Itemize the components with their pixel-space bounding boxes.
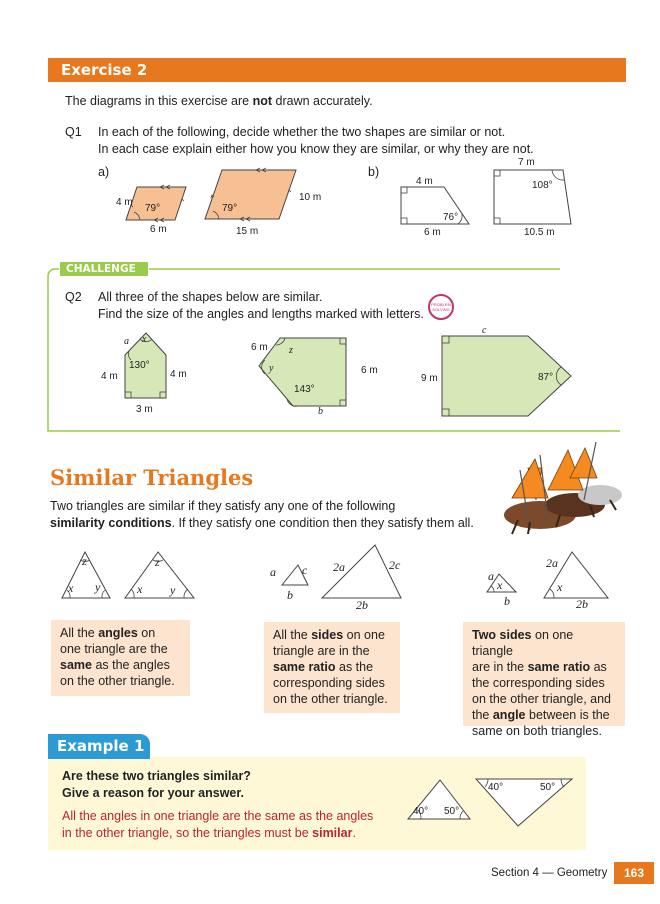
t3-2a: 2a <box>546 556 558 570</box>
t1-y1: y <box>95 580 101 594</box>
box3-line4: on the other triangle, and <box>472 692 611 706</box>
q2-line1: All three of the shapes below are similar. <box>98 290 323 304</box>
example-q2: Give a reason for your answer. <box>62 786 245 800</box>
shape1-angle: 130° <box>129 360 150 371</box>
box1-l3b: as the angles <box>91 658 170 672</box>
t2-c: c <box>302 563 308 577</box>
box2-line5: on the other triangle. <box>273 692 388 706</box>
box3-l2b: same ratio <box>527 660 591 674</box>
t2-2b: 2b <box>356 598 368 612</box>
example-a2-bold: similar <box>312 826 353 840</box>
shape1-a: a <box>124 336 129 347</box>
box3-line3: the corresponding sides <box>472 676 605 690</box>
box1-line2: one triangle are the <box>60 642 168 656</box>
shape2-right: 6 m <box>361 365 378 376</box>
box1-l1b: angles <box>98 626 138 640</box>
exercise-title: Exercise 2 <box>61 61 148 79</box>
q1a-angle2: 79° <box>222 203 238 214</box>
example-title: Example 1 <box>57 737 145 755</box>
q1-number: Q1 <box>65 125 82 139</box>
intro-bold: not <box>252 94 273 108</box>
box2-l3b: as the <box>335 660 374 674</box>
example-q1: Are these two triangles similar? <box>62 769 251 783</box>
shape1-x: x <box>142 334 147 345</box>
t1-x1: x <box>68 581 74 595</box>
box3-line6: same on both triangles. <box>472 724 602 738</box>
box2-l1c: on one <box>343 628 385 642</box>
q2-number: Q2 <box>65 290 82 304</box>
q1-part-b: b) <box>368 165 380 179</box>
t3-2b: 2b <box>576 597 588 611</box>
box1-line4: on the other triangle. <box>60 674 175 688</box>
shape2-angle: 143° <box>294 384 315 395</box>
shape2-y: y <box>269 363 274 374</box>
shape2-top: 6 m <box>251 342 268 353</box>
q1a-base2: 15 m <box>236 226 259 237</box>
box1-l1c: on <box>137 626 156 640</box>
ex-tri1-left: 40° <box>413 806 429 817</box>
ex-tri2-left: 40° <box>488 782 504 793</box>
intro-pre: The diagrams in this exercise are <box>65 94 253 108</box>
t1-z1: z <box>82 554 87 568</box>
box3-l5a: the <box>472 708 493 722</box>
q1b-top1: 4 m <box>416 176 433 187</box>
q1b-angle2: 108° <box>532 180 553 191</box>
intro-post: drawn accurately. <box>272 94 373 108</box>
ex-tri2-right: 50° <box>540 782 556 793</box>
shape3-left: 9 m <box>421 373 438 384</box>
box2-line2: triangle are in the <box>273 644 370 658</box>
example-a1: All the angles in one triangle are the same as the angles <box>62 809 374 823</box>
t2-a: a <box>270 565 276 579</box>
q1a-angle1: 79° <box>145 203 161 214</box>
t2-2c: 2c <box>389 558 401 572</box>
box3-l1a: Two sides <box>472 628 532 642</box>
box2-l1a: All the <box>273 628 312 642</box>
q1-line1: In each of the following, decide whether the two shapes are similar or not. <box>98 125 506 139</box>
stamp-text: PROBLEM SOLVING <box>431 302 451 312</box>
q1a-base1: 6 m <box>150 224 167 235</box>
shape3-angle: 87° <box>538 372 554 383</box>
similar-intro1: Two triangles are similar if they satisfy any one of the following <box>50 499 396 513</box>
box1-l1a: All the <box>60 626 99 640</box>
ex-tri1-right: 50° <box>444 806 460 817</box>
t1-z2: z <box>155 555 160 569</box>
t3-x2: x <box>557 580 563 594</box>
box3-l2c: as <box>590 660 607 674</box>
q1-line2: In each case explain either how you know they are similar, or why they are not. <box>98 142 534 156</box>
challenge-text: CHALLENGE <box>66 263 136 275</box>
example-a2-pre: in the other triangle, so the triangles must be <box>62 826 313 840</box>
shape3-c: c <box>482 325 487 336</box>
q1-part-a: a) <box>98 165 110 179</box>
box2-l3a: same ratio <box>273 660 336 674</box>
t1-y2: y <box>170 583 176 597</box>
footer-page-badge <box>614 862 654 884</box>
box2-l1b: sides <box>311 628 344 642</box>
t3-a: a <box>488 569 494 583</box>
box1-l3a: same <box>60 658 92 672</box>
q1b-angle1: 76° <box>443 212 459 223</box>
similar-intro2-bold: similarity conditions <box>50 516 172 530</box>
shape1-left: 4 m <box>101 371 118 382</box>
shape1-right: 4 m <box>170 369 187 380</box>
t3-x: x <box>497 578 503 592</box>
t2-b: b <box>287 588 293 602</box>
t1-x2: x <box>137 582 143 596</box>
box3-l2a: are in the <box>472 660 528 674</box>
box3-l5b: angle <box>492 708 526 722</box>
footer-section: Section 4 — Geometry <box>491 867 608 879</box>
shape2-z: z <box>289 345 293 356</box>
box3-l1b: on one triangle <box>472 628 574 658</box>
t3-b: b <box>504 594 510 608</box>
box3-l5c: between is the <box>525 708 610 722</box>
shape2-b: b <box>318 406 323 417</box>
q2-line2: Find the size of the angles and lengths marked with letters. <box>98 307 424 321</box>
q1b-top2: 7 m <box>518 157 535 168</box>
q1b-base2: 10.5 m <box>524 227 555 238</box>
footer-page-number: 163 <box>624 866 645 880</box>
similar-intro2-rest: . If they satisfy one condition then they satisfy them all. <box>171 516 474 530</box>
similar-heading: Similar Triangles <box>50 465 254 490</box>
box2-line4: corresponding sides <box>273 676 385 690</box>
example-a2-post: . <box>352 826 356 840</box>
shape1-bottom: 3 m <box>136 404 153 415</box>
q1a-side2: 10 m <box>299 192 322 203</box>
t2-2a: 2a <box>333 560 345 574</box>
q1b-base1: 6 m <box>424 227 441 238</box>
q1a-side1: 4 m <box>116 197 133 208</box>
